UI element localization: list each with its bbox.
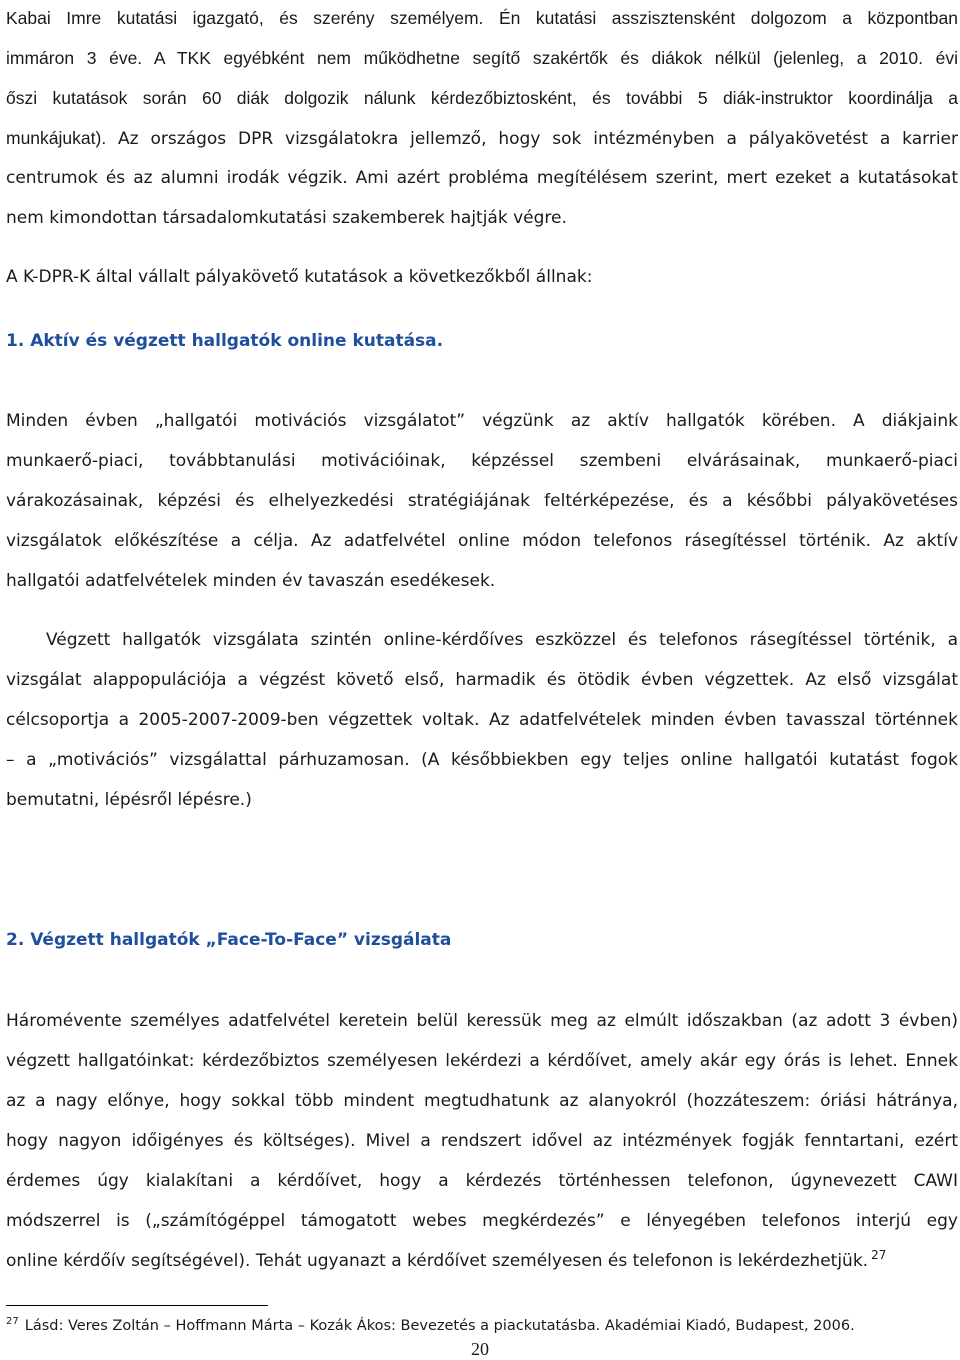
paragraph-line: Végzett hallgatók vizsgálata szintén online-kérdőíves eszközzel és telefonos rásegítéssel történik, a <box>46 630 958 650</box>
footnote-separator <box>6 1305 268 1306</box>
paragraph-line: Háromévente személyes adatfelvétel keretein belül keressük meg az elmúlt időszakban (az adott 3 évben) <box>6 1011 958 1031</box>
section-heading-2: 2. Végzett hallgatók „Face-To-Face” vizsgálata <box>6 930 452 950</box>
paragraph-line-text: online kérdőív segítségével). Tehát ugyanazt a kérdőívet személyesen és telefonon is lekérdezhetjük. <box>6 1251 869 1271</box>
page-number: 20 <box>471 1339 489 1359</box>
paragraph-line: őszi kutatások során 60 diák dolgozik nálunk kérdezőbiztosként, és további 5 diák-instruktor koordinálja a <box>6 88 958 108</box>
footnote-text: Lásd: Veres Zoltán – Hoffmann Márta – Kozák Ákos: Bevezetés a piackutatásba. Akadémiai Kiadó, Budapest, 2006. <box>24 1318 855 1334</box>
paragraph-line-last <box>6 1249 958 1273</box>
paragraph-line: érdemes úgy kialakítani a kérdőívet, hogy a kérdezés történhessen telefonon, úgynevezett CAWI <box>6 1171 958 1191</box>
paragraph-line-mixed <box>6 126 958 150</box>
section-heading-1: 1. Aktív és végzett hallgatók online kutatása. <box>6 331 444 351</box>
text-run: Az országos DPR vizsgálatokra jellemző, hogy sok intézményben a pályakövetést a karrier <box>106 129 958 149</box>
footnote <box>6 1316 958 1336</box>
paragraph-line: Kabai Imre kutatási igazgató, és szerény személyem. Én kutatási asszisztensként dolgozom a központban <box>6 8 958 28</box>
paragraph-line: hallgatói adatfelvételek minden év tavaszán esedékesek. <box>6 571 496 591</box>
paragraph-line: Minden évben „hallgatói motivációs vizsgálatot” végzünk az aktív hallgatók körében. A diákjaink <box>6 411 958 431</box>
paragraph-line: vizsgálatok előkészítése a célja. Az adatfelvétel online módon telefonos rásegítéssel történik. Az aktív <box>6 531 958 551</box>
footnote-reference: 27 <box>871 1248 887 1262</box>
paragraph-line: hogy nagyon időigényes és költséges). Mivel a rendszert idővel az intézmények fogják fenntartani, ezért <box>6 1131 958 1151</box>
paragraph-line: várakozásainak, képzési és elhelyezkedési stratégiájának feltérképezése, és a későbbi pályakövetéses <box>6 491 958 511</box>
paragraph-line: centrumok és az alumni irodák végzik. Ami azért probléma megítélésem szerint, mert ezeket a kutatásokat <box>6 168 958 188</box>
paragraph-line: végzett hallgatóinkat: kérdezőbiztos személyesen lekérdezi a kérdőívet, amely akár egy órás is lehet. Ennek <box>6 1051 958 1071</box>
paragraph-line: immáron 3 éve. A TKK egyébként nem működhetne segítő szakértők és diákok nélkül (jelenleg, a 2010. évi <box>6 48 958 68</box>
paragraph-line: célcsoportja a 2005-2007-2009-ben végzettek voltak. Az adatfelvételek minden évben tavasszal történnek <box>6 710 958 730</box>
list-intro: A K-DPR-K által vállalt pályakövető kutatások a következőkből állnak: <box>6 267 593 287</box>
paragraph-line: az a nagy előnye, hogy sokkal több mindent megtudhatunk az alanyokról (hozzáteszem: óriási hátránya, <box>6 1091 958 1111</box>
paragraph-line: nem kimondottan társadalomkutatási szakemberek hajtják végre. <box>6 208 567 228</box>
paragraph-line: munkaerő-piaci, továbbtanulási motivációinak, képzéssel szembeni elvárásainak, munkaerő-piaci <box>6 451 958 471</box>
paragraph-line: – a „motivációs” vizsgálattal párhuzamosan. (A későbbiekben egy teljes online hallgatói kutatást fogok <box>6 750 958 770</box>
footnote-number: 27 <box>6 1316 19 1327</box>
paragraph-line: bemutatni, lépésről lépésre.) <box>6 790 252 810</box>
paragraph-line: vizsgálat alappopulációja a végzést követő első, harmadik és ötödik évben végzettek. Az első vizsgálat <box>6 670 958 690</box>
text-run: munkájukat). <box>6 128 107 148</box>
paragraph-line: módszerrel is („számítógéppel támogatott webes megkérdezés” e lényegében telefonos interjú egy <box>6 1211 958 1231</box>
